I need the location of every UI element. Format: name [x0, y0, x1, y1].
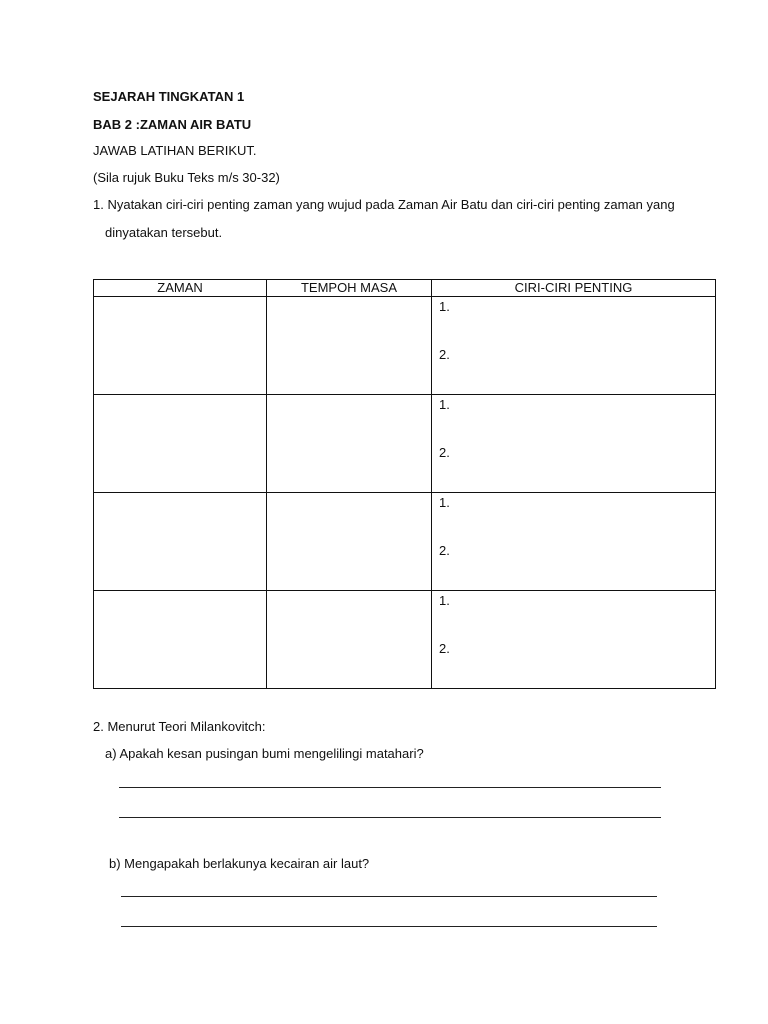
ciri-item-1: 1. [439, 299, 450, 314]
ciri-item-2: 2. [439, 543, 450, 558]
ciri-ciri-cell[interactable] [432, 591, 716, 689]
worksheet-chapter: BAB 2 :ZAMAN AIR BATU [93, 117, 252, 132]
column-header-ciri-ciri-penting: CIRI-CIRI PENTING [432, 280, 716, 297]
column-header-tempoh-masa: TEMPOH MASA [267, 280, 432, 297]
ciri-item-1: 1. [439, 593, 450, 608]
answer-line-2a-2[interactable] [119, 817, 661, 818]
zaman-cell[interactable] [94, 493, 267, 591]
table-row [94, 297, 716, 395]
ciri-item-1: 1. [439, 397, 450, 412]
answer-table [93, 279, 716, 689]
ciri-item-2: 2. [439, 445, 450, 460]
question-1-line-1: 1. Nyatakan ciri-ciri penting zaman yang wujud pada Zaman Air Batu dan ciri-ciri penting zaman yang [93, 197, 675, 212]
table-header-row [94, 280, 716, 297]
ciri-item-2: 2. [439, 641, 450, 656]
table-row [94, 395, 716, 493]
question-1 [93, 191, 693, 247]
question-1-line-2: dinyatakan tersebut. [105, 225, 223, 240]
answer-line-2b-2[interactable] [121, 926, 657, 927]
zaman-cell[interactable] [94, 395, 267, 493]
ciri-item-2: 2. [439, 347, 450, 362]
tempoh-masa-cell[interactable] [267, 591, 432, 689]
table-row [94, 591, 716, 689]
column-header-zaman: ZAMAN [94, 280, 267, 297]
zaman-cell[interactable] [94, 297, 267, 395]
worksheet-subject: SEJARAH TINGKATAN 1 [93, 89, 245, 104]
answer-line-2b-1[interactable] [121, 896, 657, 897]
worksheet-instruction: JAWAB LATIHAN BERIKUT. [93, 143, 257, 158]
tempoh-masa-cell[interactable] [267, 493, 432, 591]
answer-line-2a-1[interactable] [119, 787, 661, 788]
ciri-ciri-cell[interactable] [432, 395, 716, 493]
tempoh-masa-cell[interactable] [267, 395, 432, 493]
ciri-ciri-cell[interactable] [432, 297, 716, 395]
question-2a: a) Apakah kesan pusingan bumi mengelilingi matahari? [105, 746, 424, 761]
zaman-cell[interactable] [94, 591, 267, 689]
textbook-reference: (Sila rujuk Buku Teks m/s 30-32) [93, 170, 280, 185]
ciri-item-1: 1. [439, 495, 450, 510]
ciri-ciri-cell[interactable] [432, 493, 716, 591]
table-row [94, 493, 716, 591]
tempoh-masa-cell[interactable] [267, 297, 432, 395]
question-2b: b) Mengapakah berlakunya kecairan air laut? [109, 856, 370, 871]
question-2: 2. Menurut Teori Milankovitch: [93, 719, 266, 734]
